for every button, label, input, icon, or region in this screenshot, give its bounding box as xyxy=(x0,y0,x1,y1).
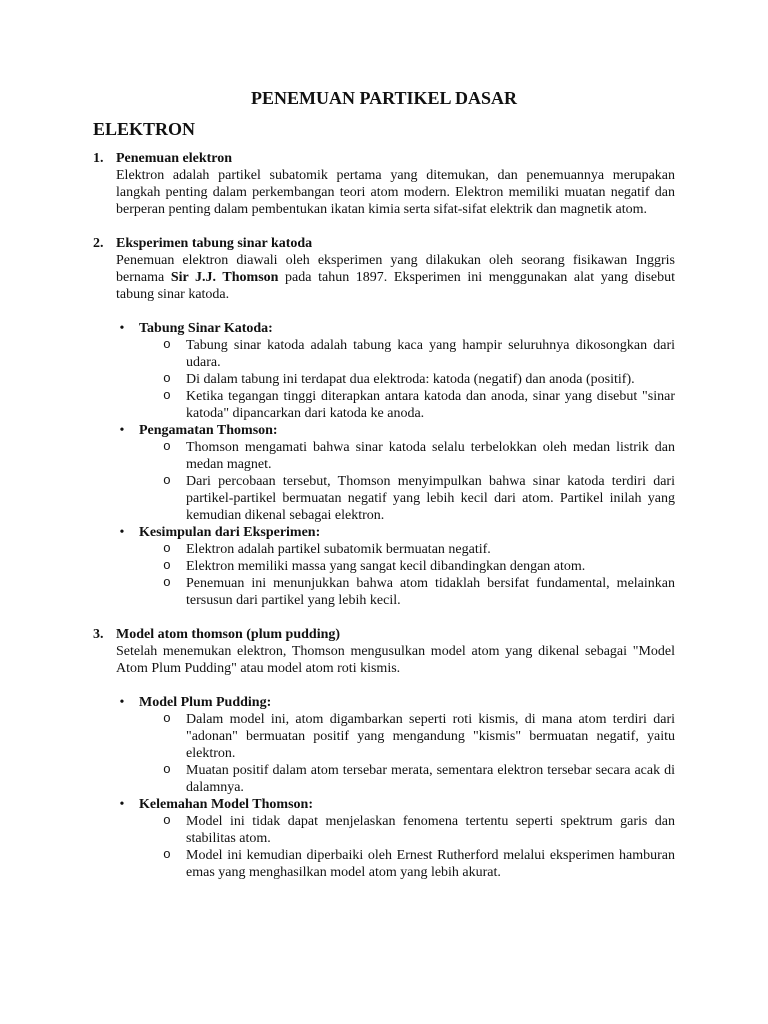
sub-item xyxy=(163,473,675,524)
spacer xyxy=(93,609,675,626)
sub-bullet-mark: o xyxy=(163,813,171,828)
bullet-item xyxy=(119,320,675,422)
sub-item xyxy=(163,762,675,796)
numbered-item xyxy=(93,150,675,218)
sub-item xyxy=(163,388,675,422)
sub-item xyxy=(163,711,675,762)
bullet-title: Tabung Sinar Katoda: xyxy=(139,321,273,336)
bullet-item xyxy=(119,422,675,524)
item-paragraph: Elektron adalah partikel subatomik pertama yang ditemukan, dan penemuannya merupakan langkah penting dalam perkembangan teori atom modern. Elektron memiliki muatan negatif dan berperan penting dalam pembentukan ikatan kimia serta sifat-sifat elektrik dan magnetik atom. xyxy=(116,168,675,217)
sub-item-text: Model ini kemudian diperbaiki oleh Ernest Rutherford melalui eksperimen hamburan emas yang menghasilkan model atom yang lebih akurat. xyxy=(186,848,675,880)
sub-item-text: Dari percobaan tersebut, Thomson menyimpulkan bahwa sinar katoda terdiri dari partikel-partikel bermuatan negatif yang lebih kecil dari atom. Partikel inilah yang kemudian dikenal sebagai elektron. xyxy=(186,474,675,523)
bullet-item xyxy=(119,796,675,881)
bullet-mark: • xyxy=(119,695,125,710)
sub-item xyxy=(163,575,675,609)
sub-bullet-mark: o xyxy=(163,473,171,488)
sub-bullet-mark: o xyxy=(163,337,171,352)
intro-bold-name: Sir J.J. Thomson xyxy=(170,270,279,285)
sub-item xyxy=(163,371,675,388)
sub-bullet-mark: o xyxy=(163,558,171,573)
sub-item-text: Muatan positif dalam atom tersebar merata, sementara elektron tersebar secara acak di dalamnya. xyxy=(186,763,675,795)
item-title: Eksperimen tabung sinar katoda xyxy=(116,236,313,251)
sub-item-text: Ketika tegangan tinggi diterapkan antara katoda dan anoda, sinar yang disebut "sinar katoda" dipancarkan dari katoda ke anoda. xyxy=(186,389,675,421)
bullet-mark: • xyxy=(119,797,125,812)
bullet-item xyxy=(119,524,675,609)
sub-item-text: Elektron memiliki massa yang sangat kecil dibandingkan dengan atom. xyxy=(186,559,586,574)
bullet-item xyxy=(119,694,675,796)
document-title: PENEMUAN PARTIKEL DASAR xyxy=(250,88,518,108)
bullet-mark: • xyxy=(119,525,125,540)
sub-item-text: Di dalam tabung ini terdapat dua elektroda: katoda (negatif) dan anoda (positif). xyxy=(186,372,635,387)
sub-item-text: Penemuan ini menunjukkan bahwa atom tidaklah bersifat fundamental, melainkan tersusun dari partikel yang lebih kecil. xyxy=(186,576,675,608)
sub-item xyxy=(163,558,675,575)
sub-bullet-mark: o xyxy=(163,575,171,590)
spacer xyxy=(93,218,675,235)
spacer xyxy=(116,303,675,320)
spacer xyxy=(116,677,675,694)
sub-item-text: Dalam model ini, atom digambarkan seperti roti kismis, di mana atom terdiri dari "adonan" bermuatan positif yang mengandung "kismis" bermuatan negatif, yaitu elektron. xyxy=(186,712,675,761)
item-title: Penemuan elektron xyxy=(116,151,233,166)
bullet-mark: • xyxy=(119,423,125,438)
sub-bullet-mark: o xyxy=(163,388,171,403)
bullet-list xyxy=(116,320,675,609)
item-number: 2. xyxy=(93,236,104,251)
sub-bullet-mark: o xyxy=(163,847,171,862)
sub-item-text: Thomson mengamati bahwa sinar katoda selalu terbelokkan oleh medan listrik dan medan magnet. xyxy=(186,440,675,472)
sub-item-text: Tabung sinar katoda adalah tabung kaca yang hampir seluruhnya dikosongkan dari udara. xyxy=(186,338,675,370)
item-paragraph: Setelah menemukan elektron, Thomson mengusulkan model atom yang dikenal sebagai "Model Atom Plum Pudding" atau model atom roti kismis. xyxy=(116,644,675,676)
item-number: 3. xyxy=(93,627,104,642)
numbered-item xyxy=(93,235,675,609)
sub-item xyxy=(163,847,675,881)
sub-item xyxy=(163,813,675,847)
sub-item xyxy=(163,439,675,473)
sub-item-text: Model ini tidak dapat menjelaskan fenomena tertentu seperti spektrum garis dan stabilitas atom. xyxy=(186,814,675,846)
bullet-title: Model Plum Pudding: xyxy=(139,695,272,710)
intro-text: pada tahun 1897. Eksperimen ini menggunakan alat yang disebut tabung sinar katoda. xyxy=(116,270,675,302)
numbered-item xyxy=(93,626,675,881)
bullet-list xyxy=(116,694,675,881)
item-number: 1. xyxy=(93,151,104,166)
bullet-title: Kesimpulan dari Eksperimen: xyxy=(139,525,321,540)
sub-bullet-mark: o xyxy=(163,711,171,726)
bullet-title: Pengamatan Thomson: xyxy=(139,423,278,438)
sub-bullet-mark: o xyxy=(163,762,171,777)
section-heading: ELEKTRON xyxy=(93,119,196,139)
sub-bullet-mark: o xyxy=(163,541,171,556)
bullet-mark: • xyxy=(119,321,125,336)
sub-item xyxy=(163,541,675,558)
item-title: Model atom thomson (plum pudding) xyxy=(116,627,341,642)
sub-bullet-mark: o xyxy=(163,371,171,386)
sub-item xyxy=(163,337,675,371)
sub-bullet-mark: o xyxy=(163,439,171,454)
bullet-title: Kelemahan Model Thomson: xyxy=(139,797,313,812)
item-paragraph xyxy=(116,252,675,303)
sub-item-text: Elektron adalah partikel subatomik bermuatan negatif. xyxy=(186,542,491,557)
document-content xyxy=(93,150,675,881)
intro-text: Penemuan elektron diawali oleh eksperimen yang dilakukan oleh seorang fisikawan Inggris bernama xyxy=(116,253,675,285)
